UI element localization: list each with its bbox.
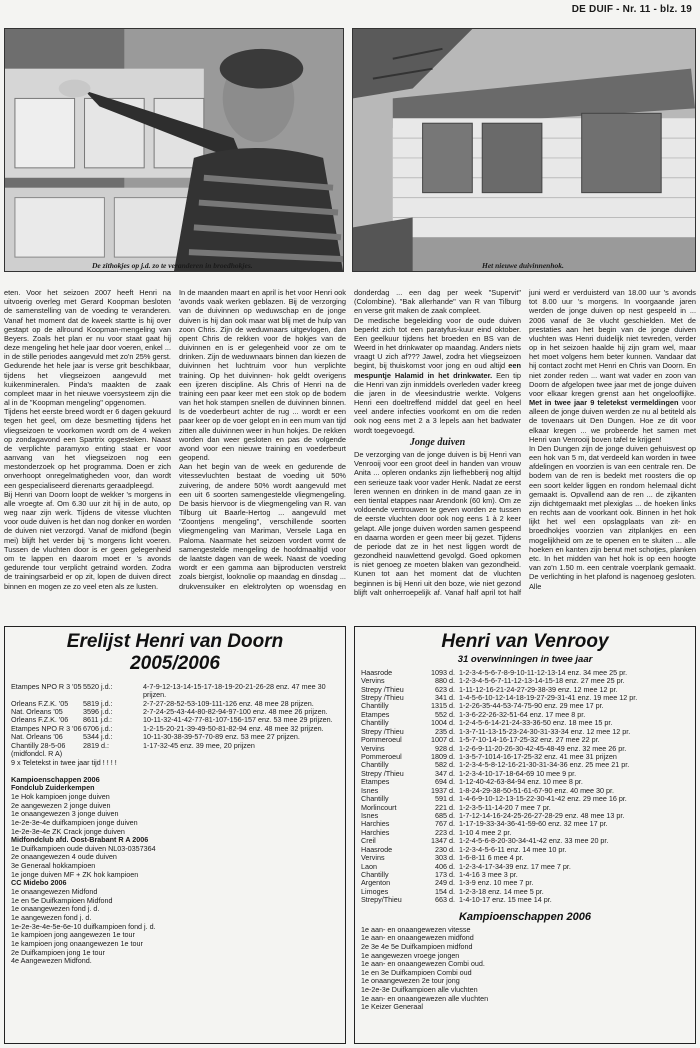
race-results: 1-6-8-11 6 mee 4 pr. [459, 853, 524, 863]
race-location: Pommeroeul [361, 735, 402, 745]
venrooy-subtitle: 31 overwinningen in twee jaar [457, 653, 593, 665]
championship-item: 1e kampioen jong aangewezen 1e tour [11, 930, 135, 940]
race-entries: 8611 j.d.: [83, 715, 113, 725]
venrooy-kampioenschappen-title: Kampioenschappen 2006 [458, 910, 592, 923]
championship-item: 2e onaangewezen 4 oude duiven [11, 852, 117, 862]
race-location: Chantilly [361, 794, 389, 804]
race-results: 1-2-3-4-10-17-18-64-69 10 mee 9 pr. [459, 768, 577, 778]
race-results: 1-3-7-11-13-15-23-24-30-31-33-34 enz. 12 mee 12 pr. [459, 726, 631, 736]
race-location: Isnes [361, 785, 379, 795]
race-entries: 347 d. [435, 768, 455, 778]
article-paragraph: eten. Voor het seizoen 2007 heeft Henri na uitvoerig overleg met Gerard Koopman besloten de samenstelling van de voeding te veranderen. Vanaf het moment dat de kweek startte is hij over gestapt op de allround Koopman-mengeling van Beyers. Zoals het plan er nu voor staat gaat hij deze mengeling het hele jaar door voeren, enkel ... in de stille periodes aangevuld met zo'n 25% gerst. Gedurende het hele jaar is verse grit beschikbaar, tijdens het vliegseizoen aangevuld met kuikenmineralen. Pinda's maakten de zaak compleet maar in het nieuwe voersysteem zijn die al in de "Koopman mengeling" opgenomen. [4, 288, 171, 408]
race-entries: 1315 d. [431, 701, 455, 711]
race-location: Haasrode [361, 667, 393, 677]
left-photo-caption: De zithokjes op j.d. zo te veranderen in broedhokjes. [92, 261, 253, 270]
article-paragraph: In Den Dungen zijn de jonge duiven gehuisvest op een hok van 5 m, dat verdeeld kan worden in twee afdelingen en voorzien is van een centrale ren. De bodem van de ren is bedekt met roosters die op een soort kelder liggen en rondom helemaal dicht gemaakt is. Opvallend aan de ren ... de zijkanten zijn dichtgemaakt met plexiglas ... de hoeken links en rechts aan de voorkant ook. Binnen in het hok lijkt het wel een opslagplaats van zit- en broedhokjes voorzien van zitplankjes en een mogelijkheid om ze te openen en te sluiten ... alle hoeken en kanten zijn benut met schotjes, planken etc. In het midden van het hok is op een hoogte van zo'n 1.50 m. een centrale voerplank gemaakt. De verlichting in het plafond is nagenoeg gesloten. Alle [529, 443, 696, 591]
venrooy-row [361, 820, 689, 828]
race-entries: 5344 j.d.: [83, 732, 113, 742]
race-location: Chantilly [361, 701, 389, 711]
article-paragraph: Bij Henri van Doorn loopt de wekker 's morgens in alle vroegte af. Om 6.30 uur zit hij in de auto, op weg naar zijn werk. Tijdens de vitesse vluchten voor oude duiven is het dan nog donker en worden de duiven niet verzorgd. Vanaf de midfond (begin mei) blijft het verder bij 's morgens licht voeren. Tussen de vluchten door is er geen gelegenheid om te lappen en daarom moet er 's avonds gedurende tour verplicht getraind worden. Zodra de trainingsarbeid er op zit, lopen de duiven direct binnen en mogen ze zo veel eten als ze lusten. [4, 489, 171, 591]
race-entries: 663 d. [435, 895, 455, 905]
championship-item: 2e 3e 4e 5e Duifkampioen midfond [361, 941, 473, 951]
race-location: Creil [361, 836, 376, 846]
race-results: 1-2-15-20-21-39-49-50-81-82-94 enz. 48 mee 32 prijzen. [143, 723, 324, 733]
race-location: Isnes [361, 810, 379, 820]
race-entries: 694 d. [435, 777, 455, 787]
article-paragraph: Aan het begin van de week en gedurende de vitessevluchten bestaat de voeding uit 50% zuivering, de andere 50% wordt aangevuld met een uit 6 soorten samengestelde vliegmengeling. De basis hiervoor is de vliegmengeling van R. van Tilburg uit Baarle-Hertog ... aangevuld met "Zoontjens mengeling", verschillende soorten vliegmengeling van Mariman, Versele Laga en Paloma. Naarmate het seizoen vordert vormt de samengestelde mengeling de hoofdmaaltijd voor de laatste dagen van de week. Naast de voeding wordt er een gamma aan bijproducten verstrekt zoals biergist, looknolie op maandag en dinsdag ... drukvensuiker en elektrolyten op woensdag en donderdag ... een dag per week "Supervit" (Colombine). "Bak allerhande" van R van Tilburg en verse grit maken de zaak compleet. [179, 288, 521, 591]
race-location: Strepy /Thieu [361, 684, 404, 694]
race-location: Harchies [361, 827, 390, 837]
club-name: Midfondclub afd. Oost-Brabant R A 2006 [11, 835, 149, 845]
race-location: Nat. Orleans '05 [11, 706, 63, 716]
race-results: 1-4-5-6-10-12-14-18-19-27-29-31-41 enz. 19 mee 12 pr. [459, 693, 638, 703]
race-entries: 928 d. [435, 743, 455, 753]
championship-item: 1e aan- en onaangewezen vitesse [361, 924, 471, 934]
race-location: Pommeroeul [361, 752, 402, 762]
club-items [11, 845, 339, 880]
race-entries: 230 d. [435, 844, 455, 854]
race-location: Haasrode [361, 844, 393, 854]
article-text: voor alleen de jonge duiven werden ze nu al betiteld als de tovenaars uit Den Dungen. Hoe ze dit voor elkaar kregen ... we probeerde het samen met Henri van Venrooij boven tafel te krijgen! [529, 398, 696, 444]
race-entries: 249 d. [435, 878, 455, 888]
race-results: 1-2-6-9-11-20-26-30-42-45-48-49 enz. 32 mee 26 pr. [459, 743, 627, 753]
race-results: 2-7-24-25-43-44-80-82-94-97-100 enz. 48 mee 26 prijzen. [143, 706, 328, 716]
race-results: 1-5-7-10-14-16-17-25-32 enz. 27 mee 22 pr. [459, 735, 600, 745]
race-results: 1-3-6-22-26-32-51-64 enz. 17 mee 8 pr. [459, 709, 586, 719]
venrooy-row [361, 863, 689, 871]
venrooy-title: Henri van Venrooy [441, 631, 609, 652]
championship-item: 1e aan- en onaangewezen alle vluchten [361, 993, 489, 1003]
race-results: 1-2-3-4-17-34-39 enz. 17 mee 7 pr. [459, 861, 571, 871]
race-results: 10-11-30-38-39-57-70-89 enz. 53 mee 27 prijzen. [143, 732, 300, 742]
race-location: Vervins [361, 853, 385, 863]
race-location: Harchies [361, 819, 390, 829]
article-text: De verzorging van de jonge duiven is bij Henri van Venrooij voor een groot deel in handen van vrouw Anita ... opleren ondanks zijn liefhebberij nog altijd een serieuze taak voor vader Henk. Nadat ze eerst leren wennen en drinken in de mand gaan ze in een tiental etappes naar Arendonk (60 km). Om ze voldoende vertrouwen te geven worden ze tussen de eerste vluchten door ook nog eens 1 à 2 keer gelapt. Alle jonge duiven worden samen gespeend en daarna worden er geen meer bij gezet. Tijdens de periode dat ze in het nest liggen wordt de gezondheid nauwlettend gevolgd. Goed opkomen is niet genoeg ze moeten blaken van gezondheid. Kunen tot aan het moment dat de vluchten beginnen is bij Henri uit den boze, wie niet gezond blijft valt onherroepelijk af. Vanaf half april tot half juni werd er verduisterd van 18.00 uur 's avonds tot 8.00 uur 's morgens. In voorgaande jaren werden de jonge duiven op nest gespeeld in ... 2006 vanaf de 3e vlucht geschielden. Met de prestaties aan het begin van de jonge duiven vluchten was Henri duidelijk niet tevreden, verder op in het seizoen haalde hij zijn gram wel, maar het moet volgens hem beter kunnen. Vandaar dat hij contact zocht met Henri en Chris van Doorn. En niet zonder reden ... want wat vader en zoon van Doorn de afgelopen twee jaar met de jonge duiven voor elkaar kregen grenst aan het ongelooflijke. [354, 288, 696, 597]
championship-item: 1e-2e-3e-4e-5e-6e-10 duifkampioen fond j. d. [11, 921, 156, 931]
race-location: Chantilly 28-5-06 [11, 740, 66, 750]
race-location: Orleans F.Z.K. '06 [11, 715, 69, 725]
championship-item: 1e Keizer Generaal [361, 1002, 423, 1012]
championship-item: 1e-2e-3e-4e ZK Crack jonge duiven [11, 826, 125, 836]
page-header-text: DE DUIF - Nr. 11 - blz. 19 [571, 4, 692, 15]
race-results: 1-2-3-4-5-6-11 enz. 14 mee 10 pr. [459, 844, 567, 854]
race-results: 1-2-26-35-44-53-74-75-90 enz. 29 mee 17 pr. [459, 701, 604, 711]
race-results: 1-10 4 mee 2 pr. [459, 827, 512, 837]
race-results: 1-2-3-4-5-8-12-16-21-30-31-34-36 enz. 25 mee 21 pr. [459, 760, 630, 770]
article-highlight: een mespuntje Halamid in het drinkwater. [354, 361, 521, 380]
championship-item: 1e-2e-3e-4e duifkampioen jonge duiven [11, 817, 138, 827]
championship-item: 3e Generaal hokkampioen [11, 861, 96, 871]
race-results: 2-7-27-28-52-53-109-111-126 enz. 48 mee 28 prijzen. [143, 698, 314, 708]
race-entries: 154 d. [435, 886, 455, 896]
championship-item: 1e jonge duiven MF + ZK hok kampioen [11, 869, 139, 879]
race-results: 1-2-3-4-5-6-7-8-9-10-11-12-13-14 enz. 34 mee 25 pr. [459, 667, 628, 677]
photo-man-with-lofts [4, 28, 344, 272]
championship-item: 1e aan- en onaangewezen midfond [361, 933, 474, 943]
race-results: 1-3-9 enz. 10 mee 7 pr. [459, 878, 534, 888]
race-location: Strepy /Thieu [361, 768, 404, 778]
race-entries: 880 d. [435, 676, 455, 686]
page-header [572, 4, 692, 15]
article-body [4, 288, 696, 618]
race-results: 1-2-3-4-5-6-7-11-12-13-14-15-18 enz. 27 mee 25 pr. [459, 676, 625, 686]
erelijst-box [4, 626, 346, 1044]
race-results: 10-11-32-41-42-77-81-107-156-157 enz. 53 mee 29 prijzen. [143, 715, 333, 725]
race-results: 1-3-5-7-1014-16-17-25-32 enz. 41 mee 31 prijzen [459, 752, 617, 762]
championship-item: 1e aangewezen fond j. d. [11, 912, 92, 922]
championship-item: 4e Aangewezen Midfond. [11, 956, 92, 966]
race-entries: 1347 d. [431, 836, 455, 846]
race-entries: 582 d. [435, 760, 455, 770]
race-entries: 341 d. [435, 693, 455, 703]
race-location: Chantilly [361, 869, 389, 879]
race-location: Strepy /Thieu [361, 726, 404, 736]
championship-item: 2e aangewezen 2 jonge duiven [11, 800, 111, 810]
race-entries: 223 d. [435, 827, 455, 837]
race-entries: 591 d. [435, 794, 455, 804]
race-entries: 623 d. [435, 684, 455, 694]
erelijst-season: 2005/2006 [130, 652, 220, 674]
article-text: Een tip die Henri van zijn inmiddels overleden vader kreeg die jaren in de vleesindustrie werkte. Volgens Henri een doeltreffend middel dat geel en heel veel andere infecties voorkomt en om die reden ook nog eens met 2 a 3 lepels aan het badwater wordt toegevoegd. [354, 370, 521, 435]
race-location: Orleans F.Z.K. '05 [11, 698, 69, 708]
article-paragraph [354, 316, 521, 435]
championship-item: 1e en 5e Duifkampioen Midfond [11, 895, 113, 905]
right-photo-caption: Het nieuwe duivinnenhok. [482, 261, 564, 270]
race-results: 1-4-16 3 mee 3 pr. [459, 869, 518, 879]
race-location: Morlincourt [361, 802, 397, 812]
race-results: 1-7-12-14-16-24-25-26-27-28-29 enz. 48 mee 13 pr. [459, 810, 625, 820]
race-location: Nat. Orleans '06 [11, 732, 63, 742]
race-location: Limoges [361, 886, 389, 896]
race-results: 1-8-24-29-38-50-51-61-67-90 enz. 40 mee 30 pr. [459, 785, 615, 795]
championship-item: 1e onaangewezen 3 jonge duiven [11, 809, 119, 819]
race-entries: 6706 j.d.: [83, 723, 113, 733]
race-entries: 3596 j.d.: [83, 706, 113, 716]
race-results: 4-7-9-12-13-14-15-17-18-19-20-21-26-28 enz. 47 mee 30 prijzen. [143, 681, 326, 700]
venrooy-box [354, 626, 696, 1044]
venrooy-row [361, 896, 689, 904]
club-items [11, 888, 339, 966]
article-text: De medische begeleiding voor de oude duiven beperkt zich tot een paratyfus-kuur eind oktober. Een geelkuur tijdens het broeden en BS van de Weerd in het drinkwater op maandag. Anders niets vraagt U zich af??? Jawel, zodra het vliegseizoen begint, bij thuiskomst voor jong en oud altijd [354, 315, 521, 371]
race-location: Vervins [361, 743, 385, 753]
race-results: 1-2-3-18 enz. 14 mee 5 pr. [459, 886, 544, 896]
race-entries: 5520 j.d.: [83, 681, 113, 691]
club-name: Fondclub Zuiderkempen [11, 783, 95, 793]
article-paragraph: Tijdens het eerste breed wordt er 6 dagen gekuurd tegen het geel, om deze besmetting tijdens het vliegseizoen te voorkomen wordt om de 4 weken op zondagavond een Spartrix opgesteken. Naast de verplichte paramyxo enting staat er voor aanvang van het vliegseizoen nog een mestonderzoek op het programma. Doen er zich onverhoopt onregelmatigheden voor, dan wordt een gespecialiseerd dierenarts geraadpleegd. [4, 407, 171, 490]
race-results: 1-2-4-5-6-14-21-24-33-36-50 enz. 18 mee 15 pr. [459, 718, 613, 728]
race-location: Argenton [361, 878, 391, 888]
erelijst-results [11, 683, 339, 750]
race-entries: 767 d. [435, 819, 455, 829]
championship-item: 1e onaangewezen fond j. d. [11, 904, 100, 914]
club-name: CC Midebo 2006 [11, 878, 67, 888]
race-entries: 1809 d. [431, 752, 455, 762]
championship-item: 1e kampioen jong onaangewezen 1e tour [11, 938, 143, 948]
erelijst-midfond-note: (midfondcl. R A) [11, 749, 63, 759]
race-location: Vervins [361, 676, 385, 686]
venrooy-results [361, 669, 689, 905]
race-results: 1-4-6-9-10-12-13-15-22-30-41-42 enz. 29 mee 16 pr. [459, 794, 627, 804]
erelijst-row [11, 683, 339, 700]
championship-item: 1e Hok kampioen jonge duiven [11, 791, 110, 801]
race-location: Strepy /Thieu [361, 693, 404, 703]
race-results: 1-2-3-5-11-14-20 7 mee 7 pr. [459, 802, 551, 812]
race-entries: 552 d. [435, 709, 455, 719]
championship-item: 1e onaangewezen Midfond [11, 887, 98, 897]
race-entries: 406 d. [435, 861, 455, 871]
race-results: 1-4-10-17 enz. 15 mee 14 pr. [459, 895, 552, 905]
championship-item: 2e Duifkampioen jong 1e tour [11, 947, 105, 957]
race-entries: 303 d. [435, 853, 455, 863]
club-items [11, 793, 339, 836]
championship-item: 1e-2e-3e Duifkampioen alle vluchten [361, 985, 478, 995]
race-location: Etampes [361, 709, 390, 719]
race-results: 1-12-40-42-63-84-94 enz. 10 mee 8 pr. [459, 777, 583, 787]
race-location: Strepy/Thieu [361, 895, 402, 905]
erelijst-teletekst: 9 x Teletekst in twee jaar tijd ! ! ! ! [11, 757, 117, 767]
race-entries: 5819 j.d.: [83, 698, 113, 708]
photo-pigeon-loft [352, 28, 696, 272]
race-location: Etampes NPO R 3 '06 [11, 723, 82, 733]
championship-item: 1e aan- en onaangewezen Combi oud. [361, 959, 485, 969]
venrooy-row [361, 846, 689, 854]
race-entries: 1004 d. [431, 718, 455, 728]
article-paragraph: In de maanden maart en april is het voor Henri ook 'avonds vaak werken geblazen. Bij de verzorging van de duivinnen op weduwschap en de jonge duiven is hij dan ook maar wat blij met de hulp van zoon Chris. Zijn de weduwnaars uitgevlogen, dan opent Chris de rekken voor de hokjes van de duivinnen en is er gelegenheid voor ze om te drinken. Zijn de weduwnaars binnen dan kiezen de duivinnen het luchtruim voor hun verplichte training. Op het duivinnen- hok geldt overigens een ijzeren discipline. Als Chris of Henri na de training een paar keer met een stok op de bodem van het hok stampen snellen de duivinnen binnen. Is de voederbeurt achter de rug ... wordt er een paar keer op de voer gelopt en in een mum van tijd zitten alle duivinnen weer in hun hokjes. De rekken worden dan weer gesloten en pas de volgende avond voor een nieuwe training en voederbeurt geopend. [179, 288, 346, 463]
race-location: Etampes NPO R 3 '05 [11, 681, 82, 691]
race-location: Chantilly [361, 718, 389, 728]
article-highlight: Met in twee jaar 9 teletekst vermeldingen [529, 398, 679, 408]
race-entries: 1093 d. [431, 667, 455, 677]
race-entries: 1937 d. [431, 785, 455, 795]
race-entries: 685 d. [435, 810, 455, 820]
kampioenschappen-heading: Kampioenschappen 2006 [11, 775, 100, 785]
race-entries: 235 d. [435, 726, 455, 736]
race-entries: 173 d. [435, 869, 455, 879]
race-entries: 1007 d. [431, 735, 455, 745]
championship-item: 1e en 3e Duifkampioen Combi oud [361, 967, 472, 977]
venrooy-kampioenschappen-list [361, 926, 689, 1012]
race-results: 1-11-12-16-21-24-27-29-38-39 enz. 12 mee 12 pr. [459, 684, 618, 694]
race-entries: 2819 d.: [83, 740, 109, 750]
race-entries: 221 d. [435, 802, 455, 812]
erelijst-title: Erelijst Henri van Doorn [66, 631, 284, 652]
race-results: 1-2-4-5-6-8-20-30-34-41-42 enz. 33 mee 20 pr. [459, 836, 609, 846]
race-location: Etampes [361, 777, 390, 787]
race-results: 1-17-32-45 enz. 39 mee, 20 prijzen [143, 740, 255, 750]
championship-item: 1e onaangewezen 2e tour jong [361, 976, 460, 986]
race-results: 1-17-19-33-34-36-41-59-60 enz. 32 mee 17 pr. [459, 819, 608, 829]
article-subheading: Jonge duiven [409, 436, 466, 448]
race-location: Chantilly [361, 760, 389, 770]
race-location: Laon [361, 861, 377, 871]
championship-item: 1e Duifkampioen oude duiven NL03-0357364 [11, 843, 156, 853]
championship-item: 1e aangewezen vroege jongen [361, 950, 460, 960]
